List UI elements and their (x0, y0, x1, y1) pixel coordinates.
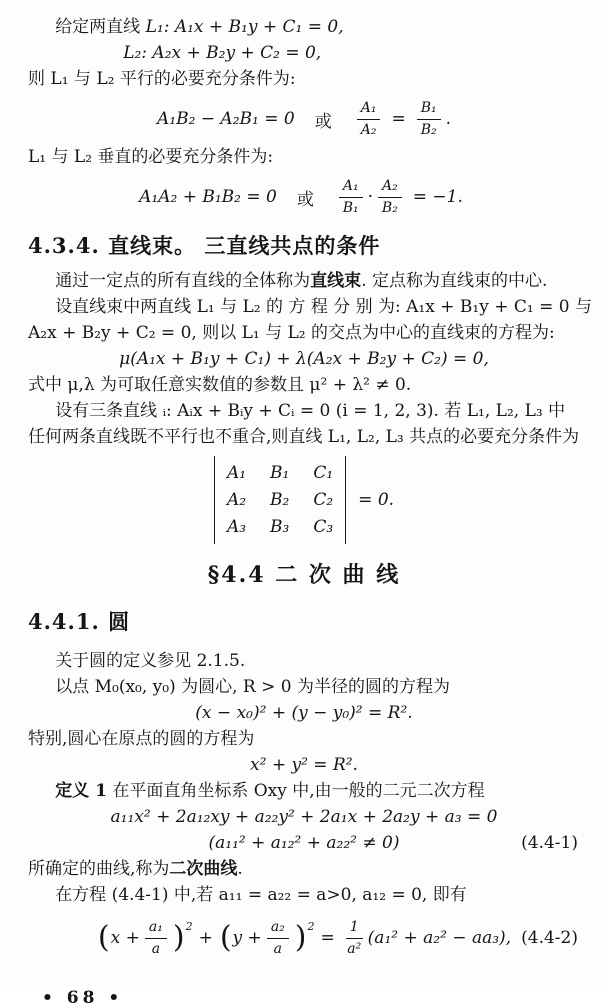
or-word: 或 (314, 111, 332, 132)
exponent-2: 2 (307, 919, 315, 933)
determinant-equals-zero: = 0. (358, 490, 395, 510)
given-lines-label: 给定两直线 (55, 17, 141, 37)
equals-minus-one: = −1. (412, 187, 463, 207)
definition-1-paragraph: 定义 1 在平面直角坐标系 Oxy 中,由一般的二元二次方程 (55, 781, 485, 801)
page-number: • 68 • (42, 988, 124, 1008)
bold-term-line-pencil: 直线束 (310, 271, 362, 291)
open-paren: ( (219, 920, 232, 955)
y-term: y + (232, 928, 262, 948)
fraction-a2-b2: $\frac{\text{A₂}}{\text{B₂}}$ (378, 177, 402, 216)
section-4-4-1-heading: 4.4.1. 圆 (28, 609, 131, 634)
determinant-matrix (214, 456, 346, 544)
open-paren: ( (97, 920, 110, 955)
definition-1-label: 定义 1 (55, 781, 107, 801)
fraction-1-over-a-squared: $\frac{1}{\text{a²}}$ (347, 919, 362, 957)
or-word: 或 (296, 189, 314, 210)
period: . (445, 109, 451, 129)
determinant-cell: B₂ (270, 490, 290, 510)
parallel-equation-left: A₁B₂ − A₂B₁ = 0 (156, 109, 295, 129)
bold-term-quadratic-curve: 二次曲线 (169, 859, 238, 879)
constraint-equation: (a₁₁² + a₁₂² + a₂₂² ≠ 0) (208, 833, 400, 853)
determinant-cell: A₂ (226, 490, 247, 510)
perpendicular-equation-left: A₁A₂ + B₁B₂ = 0 (139, 187, 277, 207)
fraction-a1-over-a: $\frac{\text{a₁}}{a}$ (145, 918, 167, 957)
perpendicular-condition-formula (28, 174, 580, 220)
determinant-cell: A₃ (226, 517, 247, 537)
equation-number-4-4-1: (4.4-1) (521, 833, 578, 853)
circle-center-text: 以点 M₀(x₀, y₀) 为圆心, R > 0 为半径的圆的方程为 (55, 677, 450, 697)
fraction-b1-b2: $\frac{\text{B₁}}{\text{B₂}}$ (417, 99, 441, 138)
line-l2-equation: L₂: A₂x + B₂y + C₂ = 0, (123, 43, 322, 63)
determinant-cell: B₃ (270, 517, 290, 537)
determinant-cell: C₁ (313, 463, 334, 483)
x-term: x + (110, 928, 140, 948)
dot-operator: · (367, 187, 373, 207)
determinant-cell: A₁ (226, 463, 247, 483)
pencil-definition-paragraph: 通过一定点的所有直线的全体称为直线束. 定点称为直线束的中心. (55, 271, 548, 291)
completed-square-equation-row (28, 912, 580, 964)
equals-sign: = (391, 109, 406, 129)
determinant-cell: C₃ (313, 517, 334, 537)
three-lines-text-2: 任何两条直线既不平行也不重合,则直线 L₁, L₂, L₃ 共点的必要充分条件为 (28, 427, 580, 447)
determinant-cell: B₁ (270, 463, 290, 483)
equals-sign: = (320, 928, 335, 948)
origin-circle-equation: x² + y² = R². (250, 755, 358, 775)
parallel-condition-formula (28, 96, 580, 142)
pencil-equation: μ(A₁x + B₁y + C₁) + λ(A₂x + B₂y + C₂) = 0, (119, 349, 489, 369)
completed-square-equation (28, 912, 580, 964)
circle-equation: (x − x₀)² + (y − y₀)² = R². (195, 703, 413, 723)
fraction-a1-a2: $\frac{\text{A₁}}{\text{A₂}}$ (357, 99, 381, 138)
pencil-parameters-text: 式中 μ,λ 为可取任意实数值的参数且 μ² + λ² ≠ 0. (28, 375, 412, 395)
pencil-setup-line-1: 设直线束中两直线 L₁ 与 L₂ 的 方 程 分 别 为: A₁x + B₁y + C₁ = 0 与 (55, 297, 592, 317)
given-lines-row-1 (28, 14, 580, 40)
close-paren: ) (294, 920, 307, 955)
pencil-setup-line-2: A₂x + B₂y + C₂ = 0, 则以 L₁ 与 L₂ 的交点为中心的直线束的方程为: (28, 323, 555, 343)
constraint-equation-row (28, 830, 580, 856)
curve-naming-paragraph: 所确定的曲线,称为二次曲线. (28, 859, 243, 879)
perpendicular-fraction-identity (334, 177, 469, 216)
general-quadratic-equation: a₁₁x² + 2a₁₂xy + a₂₂y² + 2a₁x + 2a₂y + a₃ = 0 (110, 807, 498, 827)
equation-number-4-4-2: (4.4-2) (521, 928, 578, 948)
line-l1-equation: L₁: A₁x + B₁y + C₁ = 0, (140, 17, 344, 37)
perpendicular-condition-text: L₁ 与 L₂ 垂直的必要充分条件为: (28, 147, 274, 167)
circle-reference-text: 关于圆的定义参见 2.1.5. (55, 651, 246, 671)
section-4-3-4-heading: 4.3.4. 直线束。 三直线共点的条件 (28, 233, 381, 258)
section-4-4-heading: §4.4 二 次 曲 线 (207, 562, 401, 588)
rhs-expression: (a₁² + a₂² − aa₃), (367, 928, 512, 948)
fraction-a2-over-a: $\frac{\text{a₂}}{a}$ (267, 918, 289, 957)
three-lines-text-1: 设有三条直线 ᵢ: Aᵢx + Bᵢy + Cᵢ = 0 (i = 1, 2, 3). 若 L₁, L₂, L₃ 中 (55, 401, 566, 421)
concurrency-determinant-row (28, 456, 580, 544)
parallel-fraction-identity (352, 99, 451, 138)
parallel-condition-text: 则 L₁ 与 L₂ 平行的必要充分条件为: (28, 69, 296, 89)
close-paren: ) (172, 920, 185, 955)
exponent-2: 2 (185, 919, 193, 933)
origin-circle-text: 特别,圆心在原点的圆的方程为 (28, 729, 255, 749)
plus-sign: + (198, 928, 213, 948)
determinant-cell: C₂ (313, 490, 334, 510)
fraction-a1-b1: $\frac{\text{A₁}}{\text{B₁}}$ (339, 177, 363, 216)
equation-condition-text: 在方程 (4.4-1) 中,若 a₁₁ = a₂₂ = a>0, a₁₂ = 0, 即有 (55, 885, 467, 905)
